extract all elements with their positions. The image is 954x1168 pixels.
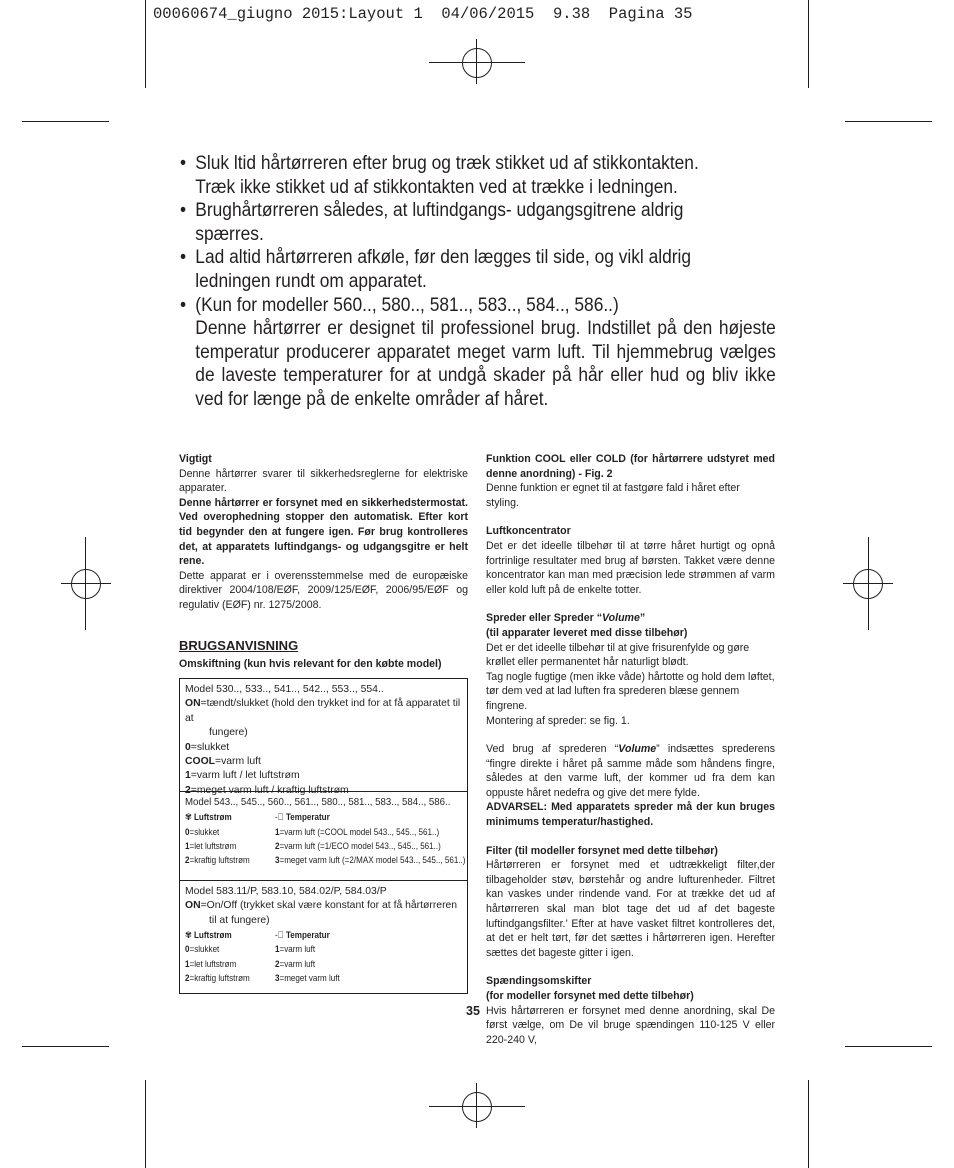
filter-text: Hårtørreren er forsynet med et udtrækkeligt filter,der tilbageholder støv, børstehår og andre lufturenheder. Filtret kan vaskes under rindende vand. For at trække det ud af hårtørreren skal man blot tage det ud af det bageste luftindgangsfilter.’ Efter at have vasket filtret kontrolleres det, at det er helt tørt, før det sættes i hårtørreren igen. Herefter sættes det bageste gitter i igen. (486, 859, 775, 959)
print-slug: 00060674_giugno 2015:Layout 1 04/06/2015 9.38 Pagina 35 (153, 5, 693, 23)
vigtigt-text: Denne hårtørrer svarer til sikkerhedsreglerne for elektriske apparater. (179, 467, 468, 495)
bullet-item: • Sluk ltid hårtørreren efter brug og træk stikket ud af stikkontakten. Træk ikke stikket ud af stikkontakten ved at trække i ledningen. (180, 153, 699, 198)
ved-brug-text: Ved brug af sprederen “Volume” indsættes sprederens “fingre direkte i håret på samme måde som håndens fingre, således at den varme luft, der kommer ud fra dem kan oppuste håret nedefra og give det mere fylde. (486, 743, 776, 799)
fan-icon: ✾ (185, 929, 192, 941)
model-box-1: Model 530.., 533.., 541.., 542.., 553.., 554.. ON=tændt/slukket (hold den trykket ind for at få apparatet til at fungere) 0=slukket COOL=varm luft 1=varm luft / let luftstrøm 2=meget varm luft / kraftig luftstrøm (179, 678, 468, 792)
model-line: Model 530.., 533.., 541.., 542.., 553.., 554.. (185, 684, 384, 695)
bullet-item: • Brughårtørreren således, at luftindgangs- udgangsgitrene aldrig spærres. (180, 200, 684, 245)
vigtigt-title: Vigtigt (179, 453, 212, 465)
advarsel-text: ADVARSEL: Med apparatets spreder må der kun bruges minimums temperatur/hastighed. (486, 801, 775, 829)
bullet-item: • (Kun for modeller 560.., 580.., 581.., 583.., 584.., 586..) Denne hårtørrer er designet til professionel brug. Indstillet på den højeste temperatur producerer apparatet meget varm luft. Til hjemmebrug vælges de laveste temperaturer for at undgå skader på hår eller hud og bliv ikke ved for længe på de enkelte områder af håret. (180, 294, 776, 410)
model-line: Model 583.11/P, 583.10, 584.02/P, 584.03/P (185, 886, 387, 897)
cool-title: Funktion COOL eller COLD (for hårtørrere udstyret med denne anordning) - Fig. 2 (486, 453, 775, 480)
spaend-text: Hvis hårtørreren er forsynet med denne anordning, skal De først vælge, om De vil bruge spændingen 110-125 V eller 220-240 V, (486, 1004, 775, 1046)
vigtigt-text2: Dette apparat er i overensstemmelse med de europæiske direktiver 2004/108/EØF, 2009/125/EØF, 2006/95/EØF og regulativ (EØF) nr. 1275/2008. (179, 569, 468, 611)
bullet-item: • Lad altid hårtørreren afkøle, før den lægges til side, og vikl aldrig ledningen rundt om apparatet. (180, 247, 692, 292)
left-column (179, 452, 468, 671)
spreder-text3: Montering af spreder: se fig. 1. (486, 714, 630, 727)
manual-title: BRUGSANVISNING (179, 637, 299, 653)
omskiftning-heading: Omskiftning (kun hvis relevant for den købte model) (179, 657, 442, 670)
right-column (486, 452, 775, 1047)
vigtigt-bold: Denne hårtørrer er forsynet med en sikkerhedstermostat. Ved overophedning stopper den automatisk. Efter kort tid begynder den at fungere igen. Før brug kontrolleres det, at apparatets luftindgangs- og udgangsgitre er helt rene. (179, 496, 468, 568)
filter-title: Filter (til modeller forsynet med dette tilbehør) (486, 844, 718, 857)
spreder-title: Spreder eller Spreder “Volume” (486, 612, 646, 625)
heat-icon: -᪲ (275, 811, 284, 823)
cool-text: Denne funktion er egnet til at fastgøre fald i håret efter styling. (486, 482, 740, 509)
model-box-2: Model 543.., 545.., 560.., 561.., 580.., 581.., 583.., 584.., 586.. ✾ Luftstrøm -᪲ Temperatur 0=slukket 1=varm luft (=COOL model 543.., 545.., 561..) 1=let luftstrøm 2=varm luft (=1/ECO model 543.., 545.., 561..) 2=kraftig luftstrøm 3=meget varm luft (=2/MAX model 543.., 545.., 561..) (179, 791, 468, 881)
spreder-subtitle: (til apparater leveret med disse tilbehør) (486, 626, 688, 639)
model-line: Model 543.., 545.., 560.., 561.., 580.., 581.., 583.., 584.., 586.. (185, 797, 451, 808)
spreder-text2: Tag nogle fugtige (men ikke våde) hårtotte og hold dem løftet, tør dem ved at lad luften fra sprederen blæse gennem fingrene. (486, 670, 775, 712)
fan-icon: ✾ (185, 811, 192, 823)
model-box-3: Model 583.11/P, 583.10, 584.02/P, 584.03/P ON=On/Off (trykket skal være konstant for at få hårtørreren til at fungere) ✾ Luftstrøm -᪲ Temperatur 0=slukket 1=varm luft 1=let luftstrøm 2=varm luft 2=kraftig luftstrøm 3=meget varm luft (179, 880, 468, 994)
page-number: 35 (466, 1004, 480, 1018)
luft-text: Det er det ideelle tilbehør til at tørre håret hurtigt og opnå fortrinlige resultater med brug af børsten. Takket være denne koncentrator kan man med præcision lede strømmen af varm eller kold luft på de enkelte totter. (486, 539, 775, 596)
safety-bullets (180, 152, 776, 412)
spaend-subtitle: (for modeller forsynet med dette tilbehør) (486, 990, 694, 1002)
heat-icon: -᪲ (275, 929, 284, 941)
luft-title: Luftkoncentrator (486, 525, 571, 538)
spreder-text: Det er det ideelle tilbehør til at give frisurenfylde og gøre krøllet eller permanentet hår naturligt blødt. (486, 641, 750, 669)
spaend-title: Spændingsomskifter (486, 975, 592, 988)
